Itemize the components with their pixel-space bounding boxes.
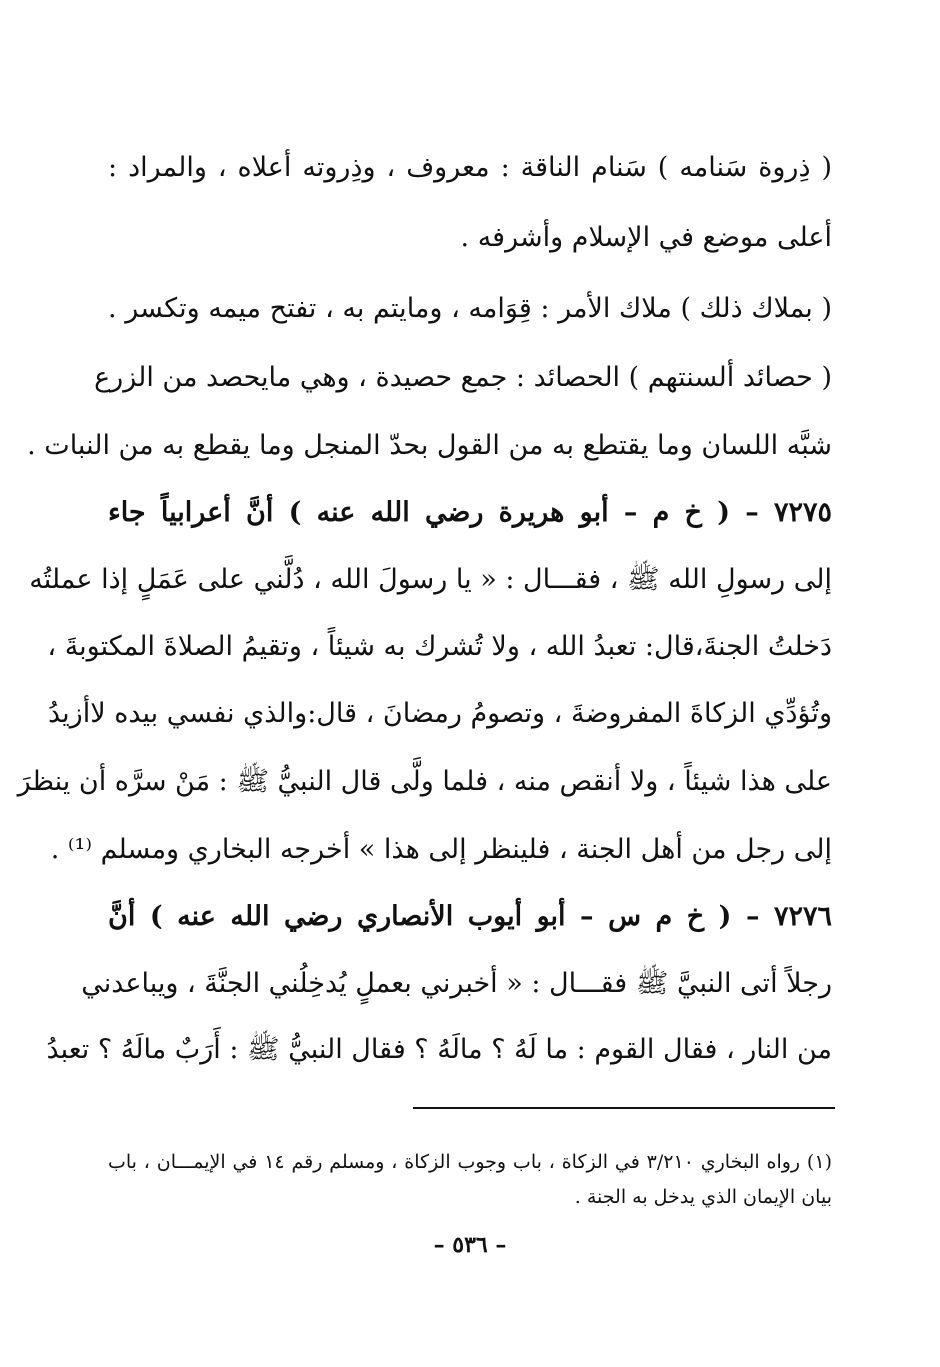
text-line-2: أعلى موضع في الإسلام وأشرفه .: [460, 222, 832, 253]
hadith-7276-heading: ٧٢٧٦ – ( خ م س – أبو أيوب الأنصاري رضي الله عنه ) أنَّ: [108, 901, 832, 932]
text-line-8: دَخلتُ الجنةَ،قال: تعبدُ الله ، ولا تُشرك به شيئاً ، وتقيمُ الصلاةَ المكتوبةَ ،: [47, 631, 832, 662]
text-line-1: ( ذِروة سَنامه ) سَنام الناقة : معروف ، وذِروته أعلاه ، والمراد :: [108, 152, 832, 183]
text-line-5: شبَّه اللسان وما يقتطع به من القول بحدّ المنجل وما يقطع به من النبات .: [27, 430, 832, 461]
text-line-11: إلى رجل من أهل الجنة ، فلينظر إلى هذا » أخرجه البخاري ومسلم ⁽¹⁾ .: [50, 834, 832, 865]
text-line-13: رجلاً أتى النبيَّ ﷺ فقـــال : « أخبرني بعملٍ يُدخِلُني الجنَّةَ ، ويباعدني: [81, 968, 832, 999]
text-line-4: ( حصائد ألسنتهم ) الحصائد : جمع حصيدة ، وهي مايحصد من الزرع: [94, 362, 832, 393]
footnote-line-2: بيان الإيمان الذي يدخل به الجنة .: [574, 1186, 832, 1208]
hadith-7275-heading: ٧٢٧٥ – ( خ م – أبو هريرة رضي الله عنه ) أنَّ أعرابياً جاء: [108, 497, 832, 528]
footnote-divider: [413, 1107, 835, 1109]
text-line-14: من النار ، فقال القوم : ما لَهُ ؟ مالَهُ ؟ فقال النبيُّ ﷺ : أَرَبٌ مالَهُ ؟ تعبدُ: [46, 1034, 832, 1065]
text-line-10: على هذا شيئاً ، ولا أنقص منه ، فلما ولَّى قال النبيُّ ﷺ : مَنْ سرَّه أن ينظرَ: [17, 766, 832, 797]
text-line-9: وتُؤدِّي الزكاةَ المفروضةَ ، وتصومُ رمضانَ ، قال:والذي نفسي بيده لاأزيدُ: [48, 698, 832, 729]
footnote-line-1: (١) رواه البخاري ٣/٢١٠ في الزكاة ، باب وجوب الزكاة ، ومسلم رقم ١٤ في الإيمـــان ، باب: [108, 1151, 832, 1173]
page-number: – ٥٣٦ –: [433, 1232, 507, 1258]
text-line-3: ( بملاك ذلك ) ملاك الأمر : قِوَامه ، ومايتم به ، تفتح ميمه وتكسر .: [108, 293, 832, 324]
text-line-7: إلى رسولِ الله ﷺ ، فقـــال : « يا رسولَ الله ، دُلَّني على عَمَلٍ إذا عملتُه: [29, 564, 832, 595]
